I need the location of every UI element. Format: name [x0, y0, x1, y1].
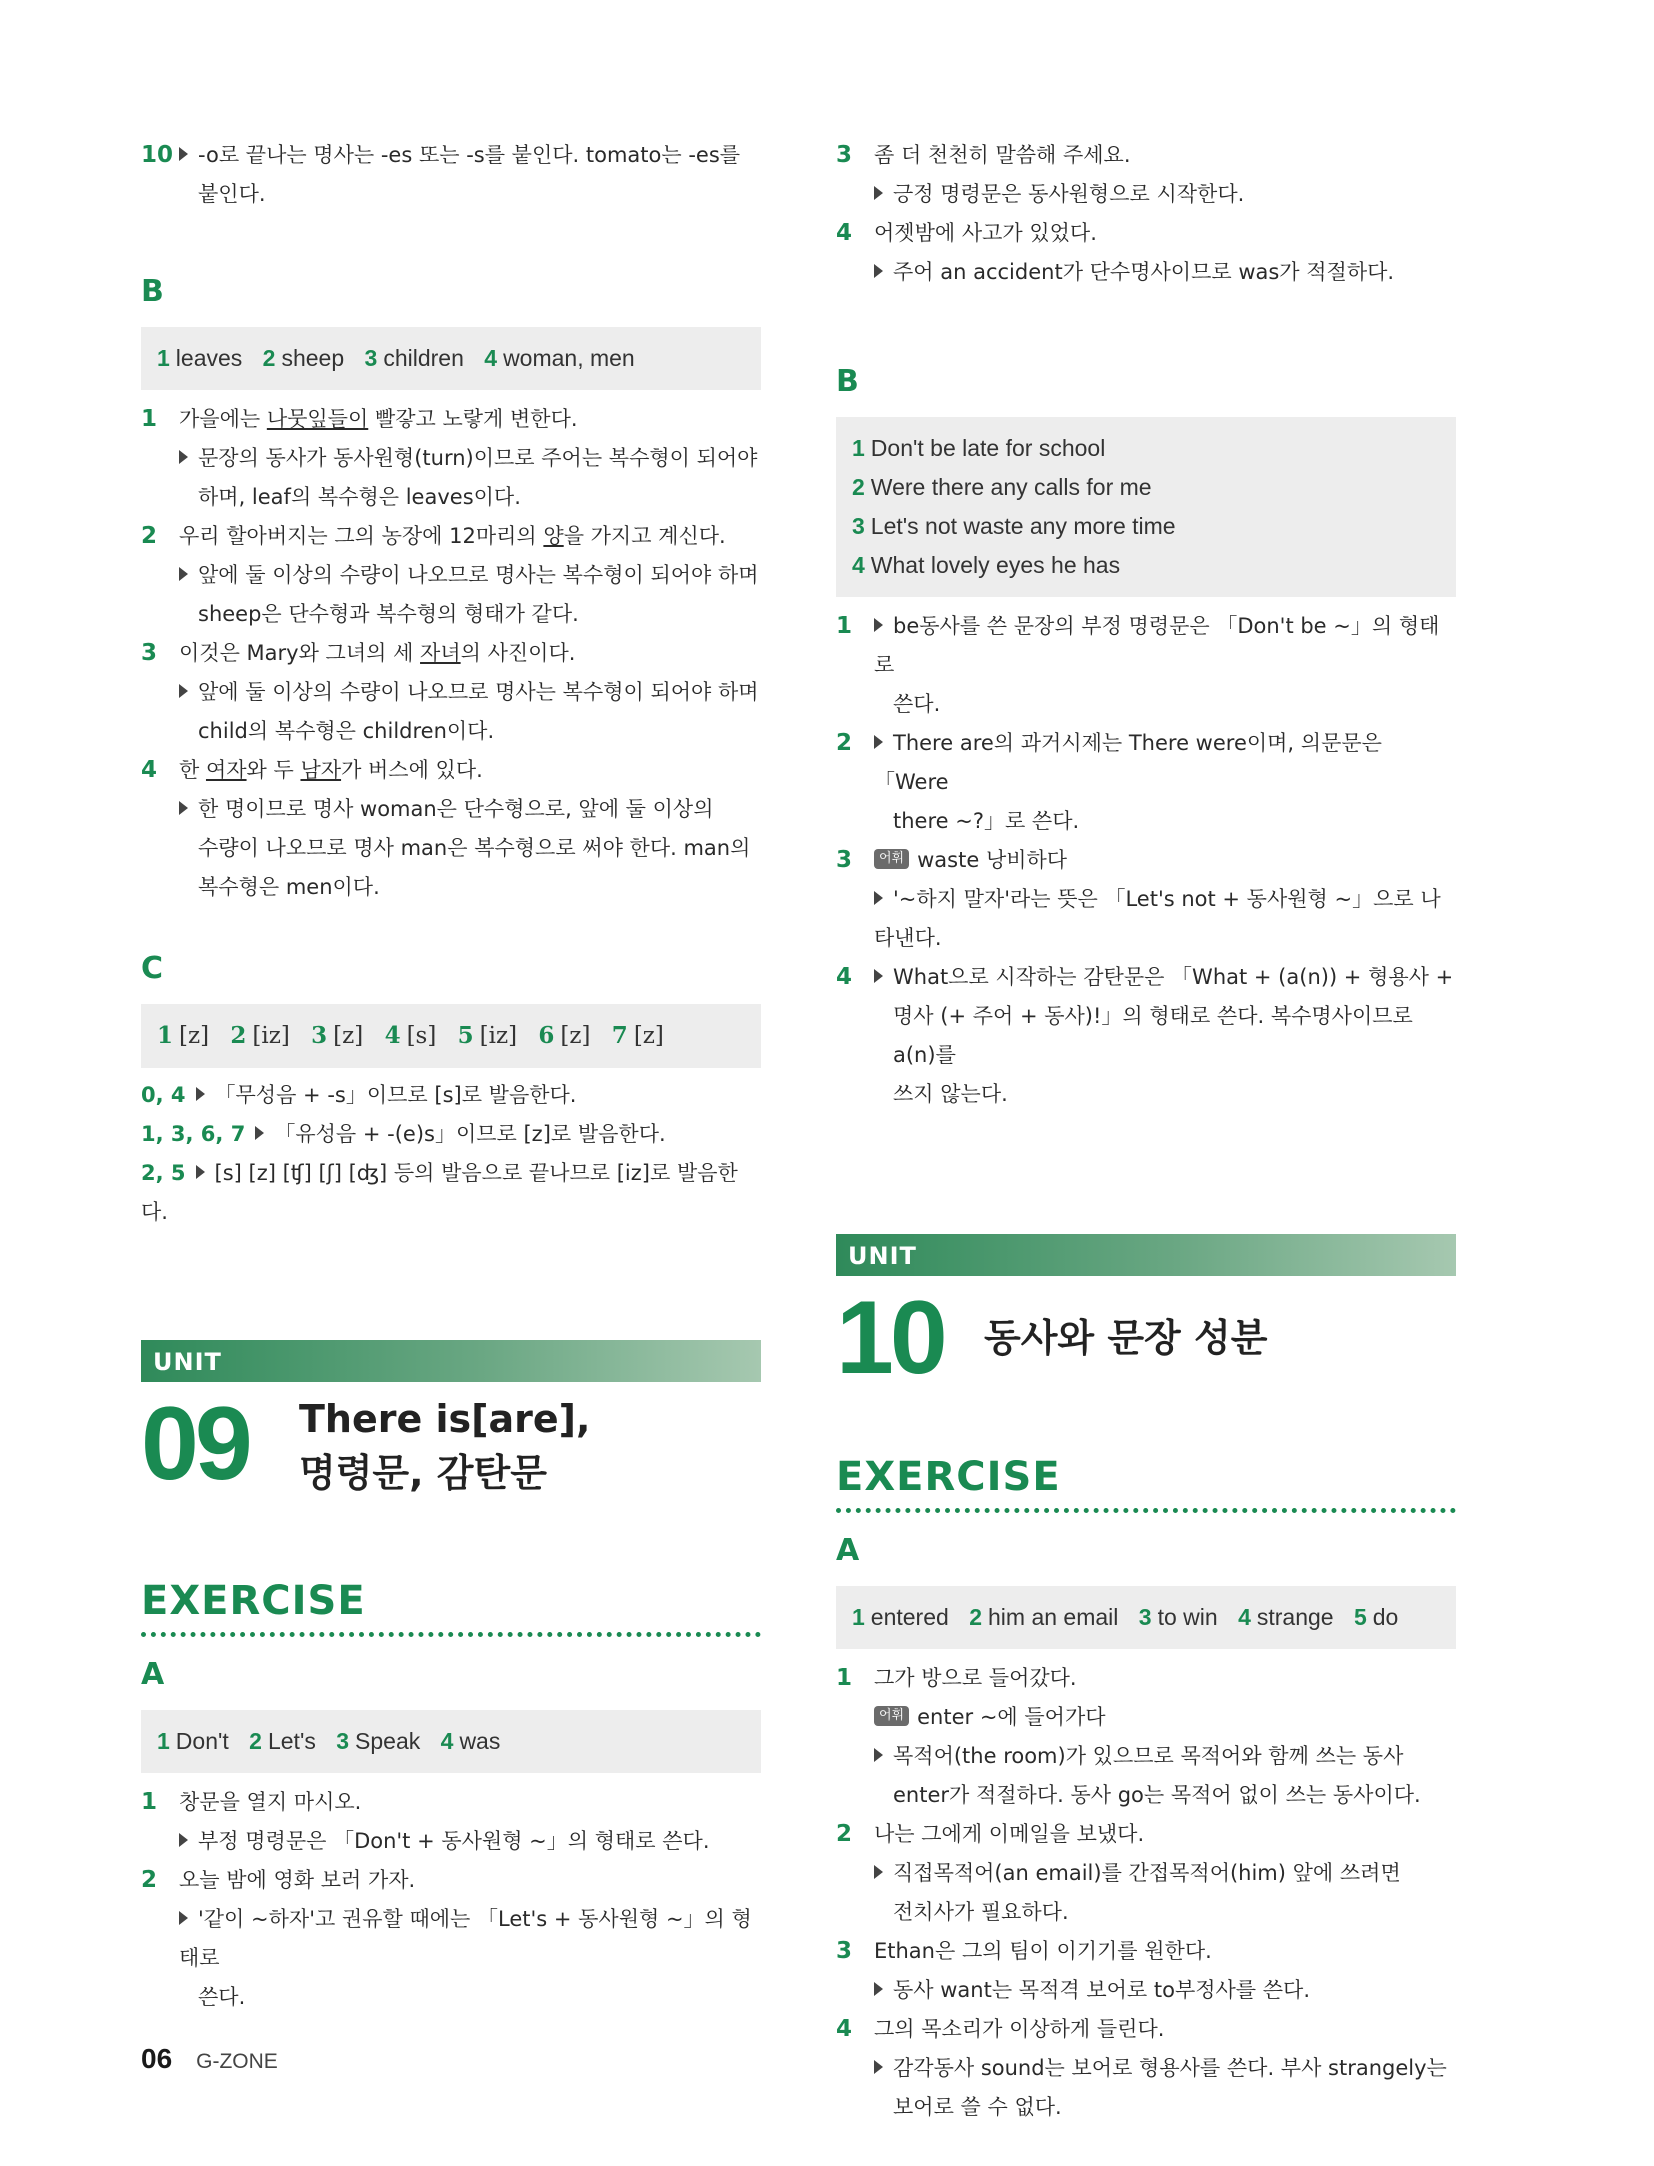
list-item: 1 창문을 열지 마시오. 부정 명령문은 「Don't + 동사원형 ~」의 형태로 쓴다.	[141, 1789, 710, 1853]
exercise-heading: EXERCISE	[141, 1578, 761, 1637]
arrow-icon	[179, 567, 188, 581]
list-item: 0, 4 「무성음 + -s」이므로 [s]로 발음한다.	[141, 1083, 577, 1107]
answer-box: 1 Don't be late for school 2 Were there any calls for me 3 Let's not waste any more time 4 What lovely eyes he has	[836, 417, 1456, 597]
explanation-list	[836, 136, 1456, 292]
unit-header	[836, 1234, 1456, 1396]
explanation-list	[141, 400, 761, 907]
list-item: 1, 3, 6, 7 「유성음 + -(e)s」이므로 [z]로 발음한다.	[141, 1122, 666, 1146]
arrow-icon	[874, 1865, 883, 1879]
answer-box: 1 [z] 2 [iz] 3 [z] 4 [s] 5 [iz] 6 [z] 7 [z]	[141, 1004, 761, 1068]
dotted-divider	[836, 1508, 1456, 1513]
section-heading-a: A	[836, 1533, 860, 1568]
arrow-icon	[179, 1911, 188, 1925]
arrow-icon	[196, 1087, 205, 1101]
section-heading-c: C	[141, 951, 164, 986]
left-column	[141, 132, 761, 2017]
arrow-icon	[874, 891, 883, 905]
list-item: 2 There are의 과거시제는 There were이며, 의문문은 「Were there ~?」로 쓴다.	[836, 730, 1382, 833]
arrow-icon	[179, 1833, 188, 1847]
list-item: 2, 5 [s] [z] [ʧ] [ʃ] [ʤ] 등의 발음으로 끝나므로 [iz]로 발음한다.	[141, 1161, 738, 1224]
arrow-icon	[874, 618, 883, 632]
explanation-list	[836, 607, 1456, 1114]
unit-header	[141, 1340, 761, 1500]
arrow-icon	[874, 1982, 883, 1996]
dotted-divider	[141, 1632, 761, 1637]
arrow-icon	[874, 186, 883, 200]
list-item: 4 어젯밤에 사고가 있었다. 주어 an accident가 단수명사이므로 was가 적절하다.	[836, 220, 1395, 284]
arrow-icon	[874, 735, 883, 749]
item-number: 10	[141, 142, 174, 168]
explanation-list	[836, 1659, 1456, 2127]
unit-number: 09	[141, 1386, 249, 1502]
section-heading-b: B	[836, 364, 859, 399]
pronunciation-notes	[141, 1076, 761, 1232]
arrow-icon	[874, 264, 883, 278]
vocab-tag: 어휘	[874, 1706, 909, 1726]
list-item: 2 오늘 밤에 영화 보러 가자. '같이 ~하자'고 권유할 때에는 「Let's + 동사원형 ~」의 형태로 쓴다.	[141, 1867, 752, 2009]
list-item: 3 어휘 waste 낭비하다 '~하지 말자'라는 뜻은 「Let's not + 동사원형 ~」으로 나타낸다.	[836, 847, 1441, 950]
unit-title: There is[are],	[299, 1397, 591, 1441]
arrow-icon	[874, 2060, 883, 2074]
list-item: 4 그의 목소리가 이상하게 들린다. 감각동사 sound는 보어로 형용사를 쓴다. 부사 strangely는 보어로 쓸 수 없다.	[836, 2016, 1447, 2119]
right-column	[836, 132, 1456, 2127]
page-number: 06	[141, 2043, 173, 2074]
arrow-icon	[255, 1126, 264, 1140]
section-heading-b: B	[141, 274, 164, 309]
answer-box: 1 leaves 2 sheep 3 children 4 woman, men	[141, 327, 761, 390]
exercise-heading: EXERCISE	[836, 1454, 1456, 1513]
answer-item-10: 10 -o로 끝나는 명사는 -es 또는 -s를 붙인다. tomato는 -es를 붙인다.	[141, 136, 761, 214]
arrow-icon	[179, 684, 188, 698]
list-item: 2 우리 할아버지는 그의 농장에 12마리의 양을 가지고 계신다. 앞에 둘 이상의 수량이 나오므로 명사는 복수형이 되어야 하며 sheep은 단수형과 복수형의 형태가 같다.	[141, 523, 759, 626]
arrow-icon	[874, 969, 883, 983]
list-item: 1 그가 방으로 들어갔다. 어휘 enter ~에 들어가다 목적어(the room)가 있으므로 목적어와 함께 쓰는 동사 enter가 적절하다. 동사 go는 목적어 없이 쓰는 동사이다.	[836, 1665, 1421, 1807]
list-item: 1 be동사를 쓴 문장의 부정 명령문은 「Don't be ~」의 형태로 쓴다.	[836, 613, 1440, 716]
list-item: 3 이것은 Mary와 그녀의 세 자녀의 사진이다. 앞에 둘 이상의 수량이 나오므로 명사는 복수형이 되어야 하며 child의 복수형은 children이다.	[141, 640, 759, 743]
unit-title: 동사와 문장 성분	[984, 1316, 1268, 1360]
list-item: 2 나는 그에게 이메일을 보냈다. 직접목적어(an email)를 간접목적어(him) 앞에 쓰려면 전치사가 필요하다.	[836, 1821, 1401, 1924]
list-item: 4 What으로 시작하는 감탄문은 「What + (a(n)) + 형용사 + 명사 (+ 주어 + 동사)!」의 형태로 쓴다. 복수명사이므로 a(n)를 쓰지 않는다.	[836, 964, 1454, 1106]
list-item: 3 좀 더 천천히 말씀해 주세요. 긍정 명령문은 동사원형으로 시작한다.	[836, 142, 1245, 206]
section-heading-a: A	[141, 1657, 165, 1692]
page-footer	[141, 2042, 278, 2075]
answer-box: 1 entered 2 him an email 3 to win 4 strange 5 do	[836, 1586, 1456, 1649]
list-item: 3 Ethan은 그의 팀이 이기기를 원한다. 동사 want는 목적격 보어로 to부정사를 쓴다.	[836, 1938, 1311, 2002]
answer-box: 1 Don't 2 Let's 3 Speak 4 was	[141, 1710, 761, 1773]
brand-name: G-ZONE	[196, 2050, 278, 2073]
unit-number: 10	[836, 1280, 944, 1396]
explanation-list	[141, 1783, 761, 2017]
arrow-icon	[179, 801, 188, 815]
vocab-tag: 어휘	[874, 849, 909, 869]
arrow-icon	[179, 450, 188, 464]
arrow-icon	[874, 1748, 883, 1762]
unit-label-bar: UNIT	[836, 1234, 1456, 1276]
unit-label-bar: UNIT	[141, 1340, 761, 1382]
arrow-icon	[179, 147, 188, 161]
unit-title-line2: 명령문, 감탄문	[299, 1451, 547, 1495]
list-item: 1 가을에는 나뭇잎들이 빨갛고 노랗게 변한다. 문장의 동사가 동사원형(turn)이므로 주어는 복수형이 되어야 하며, leaf의 복수형은 leaves이다.	[141, 406, 758, 509]
arrow-icon	[196, 1165, 205, 1179]
list-item: 4 한 여자와 두 남자가 버스에 있다. 한 명이므로 명사 woman은 단수형으로, 앞에 둘 이상의 수량이 나오므로 명사 man은 복수형으로 써야 한다. man의 복수형은 men이다.	[141, 757, 751, 899]
